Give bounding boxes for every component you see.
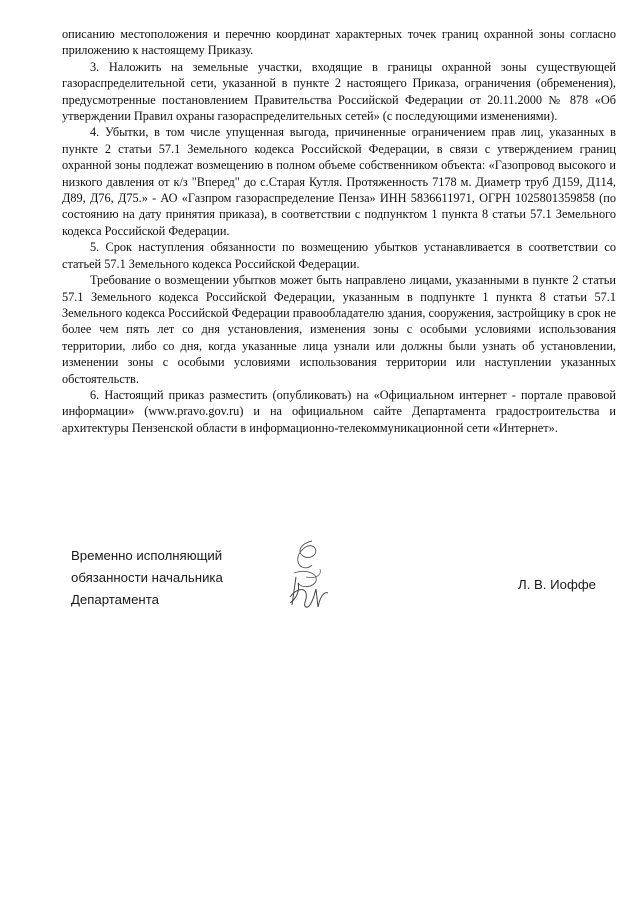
signatory-title-line: Временно исполняющий bbox=[71, 548, 223, 563]
document-body bbox=[62, 26, 616, 436]
signatory-title bbox=[71, 545, 271, 611]
paragraph-3: 3. Наложить на земельные участки, входящие в границы охранной зоны существующей газораспределительной сети, указанной в пункте 2 настоящего Приказа, ограничения (обременения), предусмотренные постановлением Правительства Российской Федерации от 20.11.2000 № 878 «Об утверждении Правил охраны газораспределительных сетей» (с последующими изменениями). bbox=[62, 59, 616, 124]
signatory-title-line: обязанности начальника bbox=[71, 570, 223, 585]
paragraph-4: 4. Убытки, в том числе упущенная выгода, причиненные ограничением прав лиц, указанных в пункте 2 статьи 57.1 Земельного кодекса Российской Федерации, в связи с утверждением границ охранной зоны подлежат возмещению в полном объеме собственником объекта: «Газопровод высокого и низкого давления от к/з "Вперед" до с.Старая Кутля. Протяженность 7178 м. Диаметр труб Д159, Д114, Д89, Д76, Д75.» - АО «Газпром газораспределение Пенза» ИНН 5836611971, ОГРН 1025801359858 (по состоянию на дату принятия приказа), в соответствии с подпунктом 1 пункта 8 статьи 57.1 Земельного кодекса Российской Федерации. bbox=[62, 125, 616, 238]
paragraph-5: 5. Срок наступления обязанности по возмещению убытков устанавливается в соответствии со статьей 57.1 Земельного кодекса Российской Федерации. bbox=[62, 240, 616, 271]
paragraph-intro-tail: описанию местоположения и перечню координат характерных точек границ охранной зоны согласно приложению к настоящему Приказу. bbox=[62, 27, 616, 58]
paragraph-5-claim: Требование о возмещении убытков может быть направлено лицами, указанными в пункте 2 статьи 57.1 Земельного кодекса Российской Федерации, указанным в подпункте 1 пункта 8 статьи 57.1 Земельного кодекса Российской Федерации правообладателю здания, сооружения, застройщику в срок не более чем пять лет со дня установления, изменения зоны с особыми условиями использования территории, либо со дня, когда указанные лица узнали или должны были узнать об установлении, изменении зоны с особыми условиями использования территории или наступлении указанных обстоятельств. bbox=[62, 273, 616, 386]
signatory-title-line: Департамента bbox=[71, 592, 159, 607]
signature-block bbox=[71, 545, 616, 635]
handwritten-signature-icon bbox=[276, 537, 346, 617]
paragraph-6: 6. Настоящий приказ разместить (опубликовать) на «Официальном интернет - портале правовой информации» (www.pravo.gov.ru) и на официальном сайте Департамента градостроительства и архитектуры Пензенской области в информационно-телекоммуникационной сети «Интернет». bbox=[62, 387, 616, 435]
signatory-name: Л. В. Иоффе bbox=[518, 577, 596, 592]
